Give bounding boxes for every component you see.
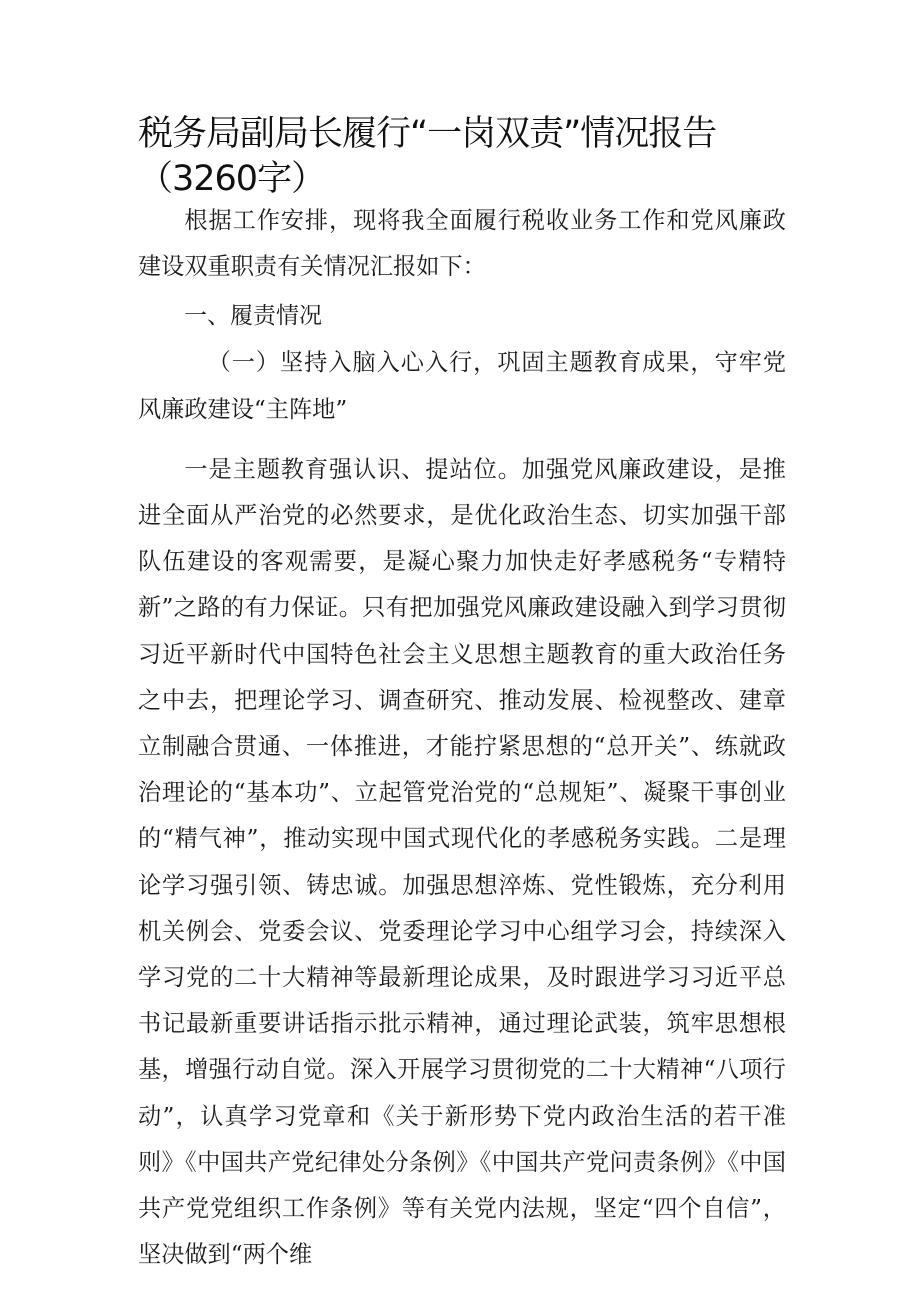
intro-paragraph: 根据工作安排，现将我全面履行税收业务工作和党风廉政建设双重职责有关情况汇报如下：	[138, 207, 786, 281]
subsection-heading: （一）坚持入脑入心入行，巩固主题教育成果，守牢党风廉政建设“主阵地”	[138, 349, 786, 423]
section-heading: 一、履责情况	[184, 303, 322, 330]
document-title: 税务局副局长履行“一岗双责”情况报告（3260字）	[138, 114, 717, 199]
document-body	[138, 198, 786, 1278]
body-paragraph: 一是主题教育强认识、提站位。加强党风廉政建设，是推进全面从严治党的必然要求，是优化政治生态、切实加强干部队伍建设的客观需要，是凝心聚力加快走好孝感税务“专精特新”之路的有力保证。只有把加强党风廉政建设融入到学习贯彻习近平新时代中国特色社会主义思想主题教育的重大政治任务之中去，把理论学习、调查研究、推动发展、检视整改、建章立制融合贯通、一体推进，才能拧紧思想的“总开关”、练就政治理论的“基本功”、立起管党治党的“总规矩”、凝聚干事创业的“精气神”，推动实现中国式现代化的孝感税务实践。二是理论学习强引领、铸忠诚。加强思想淬炼、党性锻炼，充分利用机关例会、党委会议、党委理论学习中心组学习会，持续深入学习党的二十大精神等最新理论成果，及时跟进学习习近平总书记最新重要讲话指示批示精神，通过理论武装，筑牢思想根基，增强行动自觉。深入开展学习贯彻党的二十大精神“八项行动”，认真学习党章和《关于新形势下党内政治生活的若干准则》《中国共产党纪律处分条例》《中国共产党问责条例》《中国共产党党组织工作条例》等有关党内法规，坚定“四个自信”，坚决做到“两个维	[138, 455, 786, 1269]
